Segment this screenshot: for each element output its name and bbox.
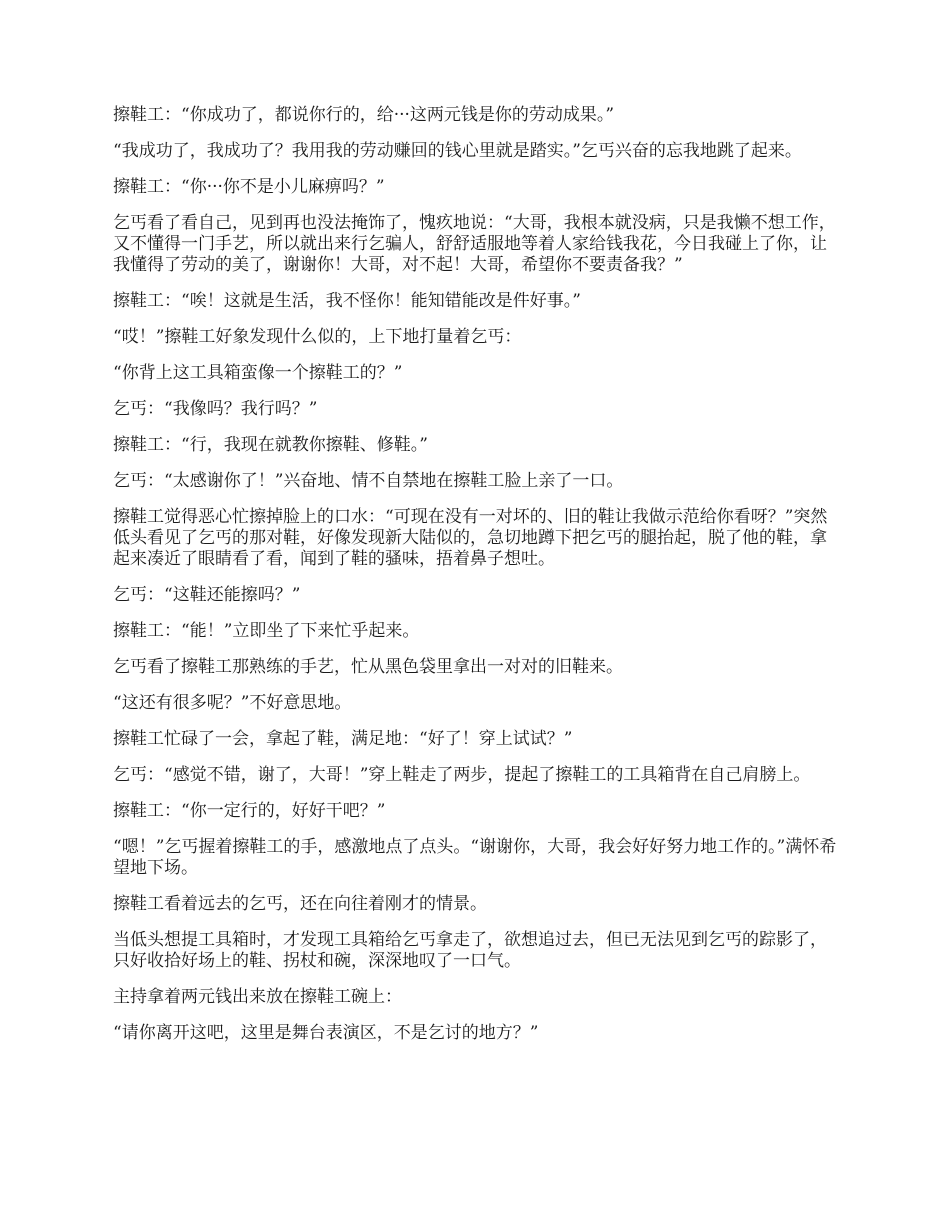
paragraph: “请你离开这吧，这里是舞台表演区，不是乞讨的地方？” bbox=[113, 1023, 539, 1043]
paragraph: 乞丐：“太感谢你了！”兴奋地、情不自禁地在擦鞋工脸上亲了一口。 bbox=[113, 471, 624, 491]
paragraph: “这还有很多呢？”不好意思地。 bbox=[113, 693, 352, 713]
paragraph: 擦鞋工：“你···你不是小儿麻痹吗？” bbox=[113, 177, 385, 197]
paragraph: “你背上这工具箱蛮像一个擦鞋工的？” bbox=[113, 363, 403, 383]
paragraph: “哎！”擦鞋工好象发现什么似的，上下地打量着乞丐： bbox=[113, 327, 522, 347]
paragraph: 当低头想提工具箱时，才发现工具箱给乞丐拿走了，欲想追过去，但已无法见到乞丐的踪影了，只好收拾好场上的鞋、拐杖和碗，深深地叹了一口气。 bbox=[113, 930, 827, 971]
paragraph: 乞丐：“感觉不错，谢了，大哥！”穿上鞋走了两步，提起了擦鞋工的工具箱背在自己肩膀上。 bbox=[113, 765, 811, 785]
paragraph: 擦鞋工：“你成功了，都说你行的，给···这两元钱是你的劳动成果。” bbox=[113, 105, 615, 125]
paragraph: “我成功了，我成功了？我用我的劳动赚回的钱心里就是踏实。”乞丐兴奋的忘我地跳了起来。 bbox=[113, 141, 802, 161]
paragraph: “嗯！”乞丐握着擦鞋工的手，感激地点了点头。“谢谢你，大哥，我会好好努力地工作的。”满怀希望地下场。 bbox=[113, 837, 837, 878]
paragraph: 乞丐：“这鞋还能擦吗？” bbox=[113, 585, 301, 605]
paragraph: 擦鞋工：“你一定行的，好好干吧？” bbox=[113, 801, 386, 821]
paragraph: 乞丐看了看自己，见到再也没法掩饰了，愧疚地说：“大哥，我根本就没病，只是我懒不想工作，又不懂得一门手艺，所以就出来行乞骗人，舒舒适服地等着人家给钱我花，今日我碰上了你，让我懂得了劳动的美了，谢谢你！大哥，对不起！大哥，希望你不要责备我？” bbox=[113, 213, 836, 275]
paragraph: 擦鞋工看着远去的乞丐，还在向往着刚才的情景。 bbox=[113, 894, 487, 914]
paragraph: 擦鞋工：“能！”立即坐了下来忙乎起来。 bbox=[113, 621, 420, 641]
paragraph: 乞丐看了擦鞋工那熟练的手艺，忙从黑色袋里拿出一对对的旧鞋来。 bbox=[113, 657, 623, 677]
paragraph: 擦鞋工：“行，我现在就教你擦鞋、修鞋。” bbox=[113, 435, 428, 455]
paragraph: 擦鞋工觉得恶心忙擦掉脸上的口水：“可现在没有一对坏的、旧的鞋让我做示范给你看呀？”突然低头看见了乞丐的那对鞋，好像发现新大陆似的，急切地蹲下把乞丐的腿抬起，脱了他的鞋，拿起来凑近了眼睛看了看，闻到了鞋的骚味，捂着鼻子想吐。 bbox=[113, 507, 828, 569]
paragraph: 擦鞋工：“唉！这就是生活，我不怪你！能知错能改是件好事。” bbox=[113, 291, 581, 311]
paragraph: 擦鞋工忙碌了一会，拿起了鞋，满足地：“好了！穿上试试？” bbox=[113, 729, 573, 749]
paragraph: 乞丐：“我像吗？我行吗？” bbox=[113, 399, 318, 419]
paragraph: 主持拿着两元钱出来放在擦鞋工碗上： bbox=[113, 987, 402, 1007]
